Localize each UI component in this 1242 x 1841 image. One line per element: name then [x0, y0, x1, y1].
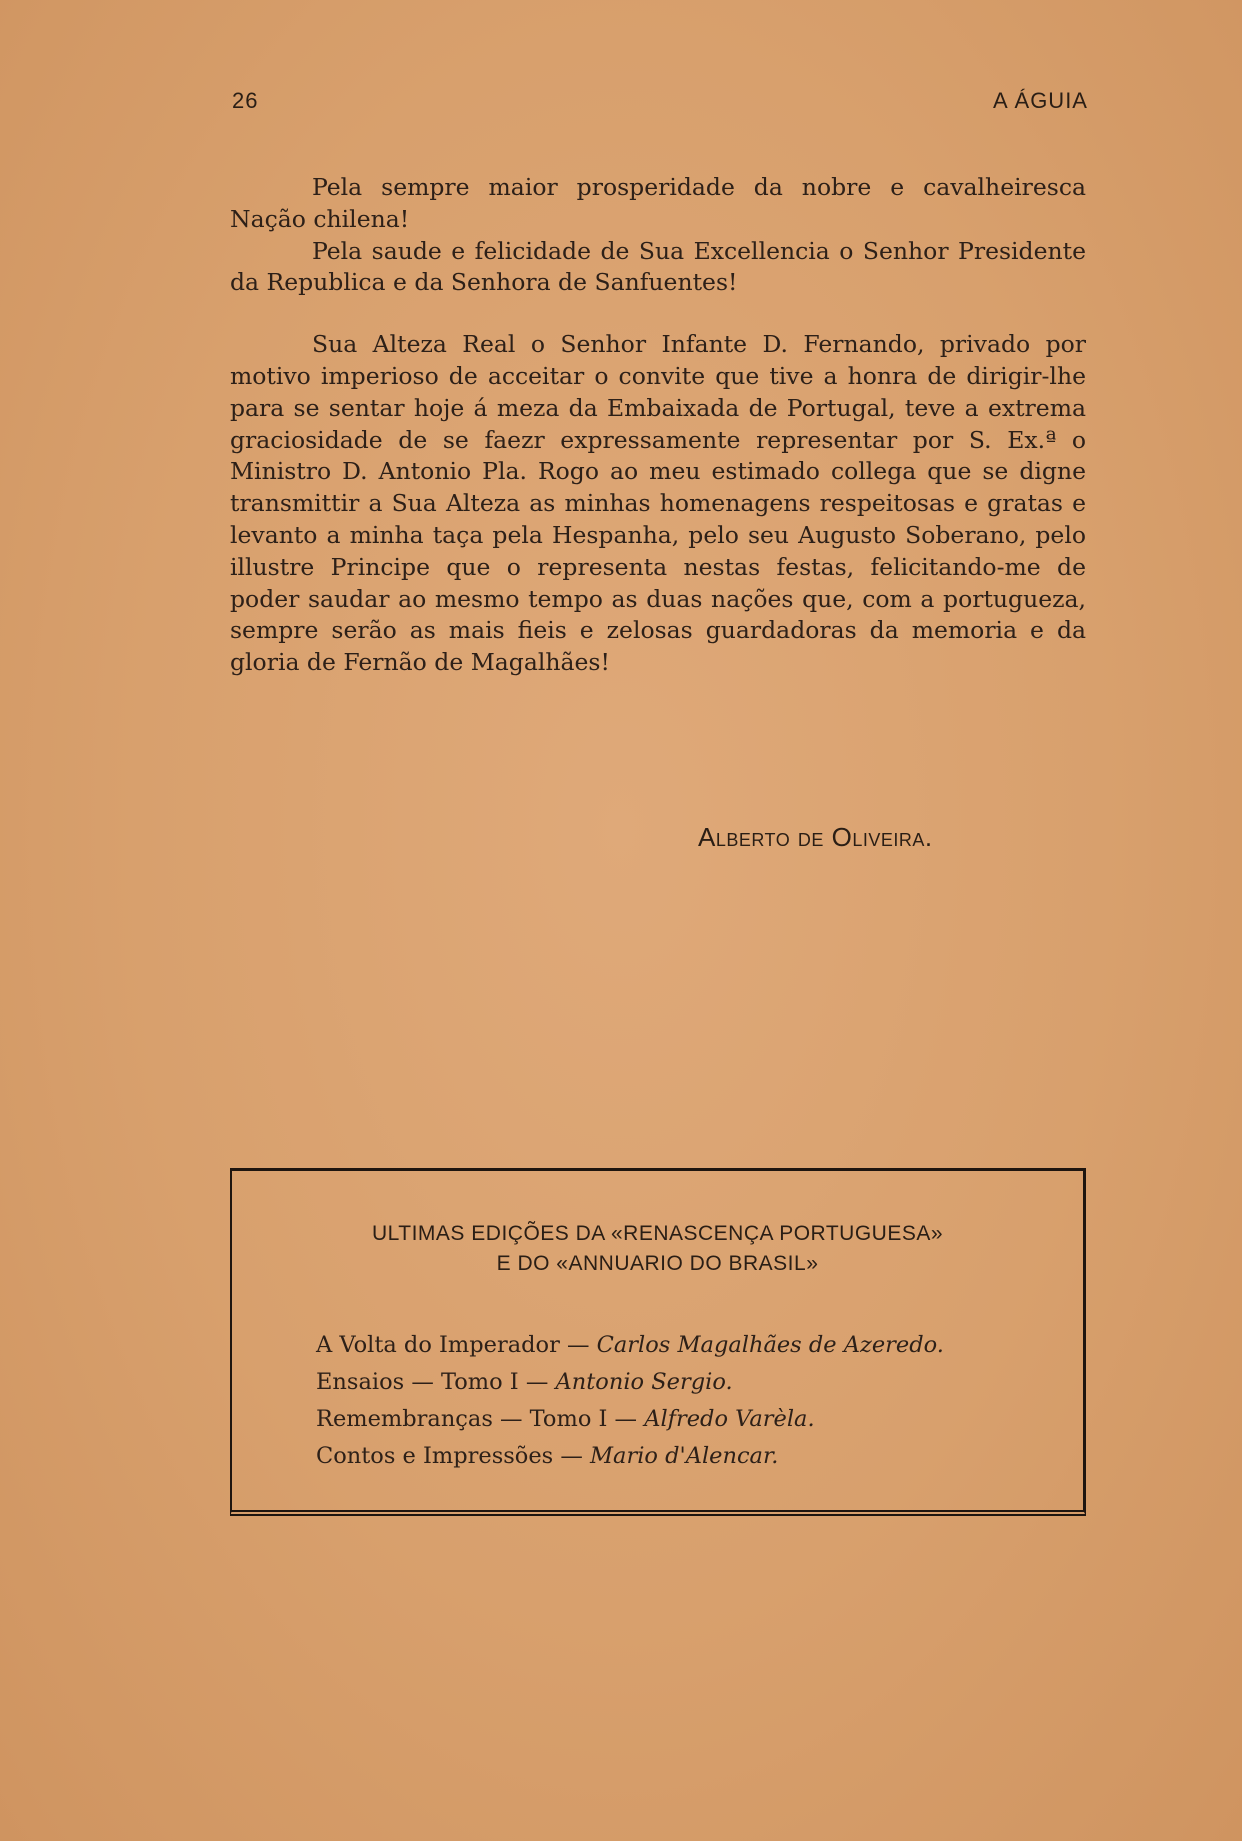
book-author: Antonio Sergio. — [555, 1369, 733, 1395]
list-item — [316, 1327, 1053, 1364]
book-author: Mario d'Alencar. — [590, 1443, 779, 1469]
paragraph-infante-fernando: Sua Alteza Real o Senhor Infante D. Fernando, privado por motivo imperioso de acceitar o convite que tive a honra de dirigir-lhe para se sentar hoje á meza da Embaixada de Portugal, teve a extrema graciosidade de se faezr expressamente representar por S. Ex.ª o Ministro D. Antonio Pla. Rogo ao meu estimado collega que se digne transmittir a Sua Alteza as minhas homenagens respeitosas e gratas e levanto a minha taça pela Hespanha, pelo seu Augusto Soberano, pelo illustre Principe que o representa nestas festas, felicitando-me de poder saudar ao mesmo tempo as duas nações que, com a portugueza, sempre serão as mais fieis e zelosas guardadoras da memoria e da gloria de Fernão de Magalhães! — [230, 330, 1086, 677]
paragraph-toast-president: Pela saude e felicidade de Sua Excellencia o Senhor Presidente da Republica e da Senhora de Sanfuentes! — [230, 236, 1086, 297]
author-signature: Alberto de Oliveira. — [698, 822, 933, 852]
page-header — [232, 88, 1088, 122]
advertisement-title-line-2: E DO «ANNUARIO DO BRASIL» — [496, 1252, 819, 1275]
book-title: Contos e Impressões — — [316, 1443, 591, 1469]
advertisement-title — [232, 1219, 1083, 1279]
body-text — [230, 172, 1086, 679]
list-item — [316, 1401, 1053, 1438]
book-title: Remembranças — Tomo I — — [316, 1406, 645, 1432]
list-item — [316, 1364, 1053, 1401]
book-title: Ensaios — Tomo I — — [316, 1369, 556, 1395]
book-title: A Volta do Imperador — — [316, 1332, 597, 1358]
advertisement-title-line-1: ULTIMAS EDIÇÕES DA «RENASCENÇA PORTUGUESA» — [371, 1222, 944, 1245]
list-item — [316, 1438, 1053, 1475]
book-author: Alfredo Varèla. — [644, 1406, 815, 1432]
book-author: Carlos Magalhães de Azeredo. — [596, 1332, 944, 1358]
advertisement-box — [230, 1168, 1086, 1516]
page-number: 26 — [232, 88, 259, 113]
advertisement-list — [316, 1327, 1053, 1475]
running-title: A ÁGUIA — [992, 88, 1088, 113]
paragraph-toast-chile: Pela sempre maior prosperidade da nobre e cavalheiresca Nação chilena! — [230, 173, 1086, 233]
